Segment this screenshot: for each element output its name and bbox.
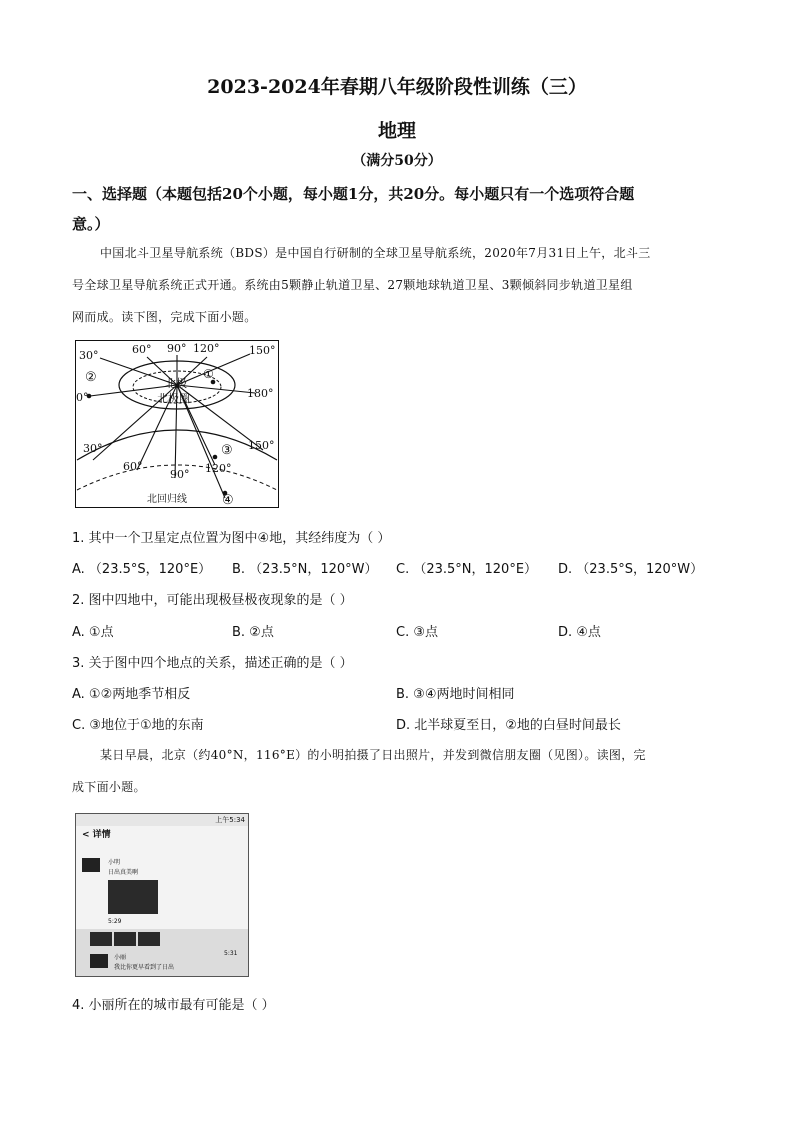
q1-option-d[interactable]: D. （23.5°S，120°W） (558, 562, 704, 577)
q3-option-a[interactable]: A. ①②两地季节相反 (72, 687, 191, 702)
question-2-stem: 2. 图中四地中，可能出现极昼极夜现象的是（ ） (72, 593, 353, 608)
post1-time: 5:29 (108, 918, 122, 925)
q3-option-c[interactable]: C. ③地位于①地的东南 (72, 718, 204, 733)
label-point-2: ② (85, 370, 97, 385)
intro1-line1: 中国北斗卫星导航系统（BDS）是中国自行研制的全球卫星导航系统，2020年7月31日上午，北斗三 (100, 246, 651, 260)
phone-header: < 详情 (82, 830, 111, 840)
q2-option-b[interactable]: B. ②点 (232, 625, 274, 640)
wechat-moments-screenshot (75, 813, 249, 977)
label-0: 0° (76, 391, 89, 404)
page-title: 2023-2024年春期八年级阶段性训练（三） (207, 76, 587, 98)
point-3-marker (213, 455, 218, 460)
user1-post: 日出真美啊 (108, 869, 139, 876)
thumb-1 (90, 932, 112, 946)
label-tropic: 北回归线 (147, 494, 187, 505)
label-120-bottom: 120° (205, 462, 232, 475)
arctic-map-figure (75, 340, 279, 508)
post2-time: 5:31 (224, 950, 238, 957)
full-score: （满分50分） (352, 153, 442, 169)
question-3-stem: 3. 关于图中四个地点的关系，描述正确的是（ ） (72, 656, 353, 671)
phone-status-bar: 上午5:34 (76, 814, 248, 826)
question-1-stem: 1. 其中一个卫星定点位置为图中④地，其经纬度为（ ） (72, 531, 391, 546)
label-60-top: 60° (132, 343, 152, 356)
thumb-3 (138, 932, 160, 946)
label-90-bottom: 90° (170, 468, 190, 481)
q3-option-b[interactable]: B. ③④两地时间相同 (396, 687, 515, 702)
q1-option-b[interactable]: B. （23.5°N，120°W） (232, 562, 378, 577)
section-heading-line1: 一、选择题（本题包括20个小题，每小题1分，共20分。每小题只有一个选项符合题 (72, 185, 635, 203)
intro2-line1: 某日早晨，北京（约40°N，116°E）的小明拍摄了日出照片，并发到微信朋友圈（见图）。读图，完 (100, 748, 646, 762)
label-150-top: 150° (249, 344, 276, 357)
label-point-4: ④ (222, 493, 234, 508)
sunrise-photo (108, 880, 158, 914)
q2-option-d[interactable]: D. ④点 (558, 625, 601, 640)
q1-option-a[interactable]: A. （23.5°S，120°E） (72, 562, 212, 577)
label-point-3: ③ (221, 443, 233, 458)
label-arctic-circle: 北极圈 (157, 392, 190, 405)
label-90-top: 90° (167, 342, 187, 355)
user1-name: 小明 (108, 859, 121, 866)
q2-option-c[interactable]: C. ③点 (396, 625, 438, 640)
section-heading-line2: 意。） (72, 215, 110, 233)
label-180: 180° (247, 387, 274, 400)
label-30-top: 30° (79, 349, 99, 362)
avatar (90, 954, 108, 968)
q3-option-d[interactable]: D. 北半球夏至日，②地的白昼时间最长 (396, 718, 621, 733)
subject-title: 地理 (377, 120, 416, 142)
label-30-bottom: 30° (83, 442, 103, 455)
label-point-1: ① (203, 367, 214, 381)
label-150-bottom: 150° (248, 439, 275, 452)
intro1-line2: 号全球卫星导航系统正式开通。系统由5颗静止轨道卫星、27颗地球轨道卫星、3颗倾斜同步轨道卫星组 (72, 278, 633, 292)
intro2-line2: 成下面小题。 (72, 780, 146, 794)
user2-post: 我比你更早看到了日出 (114, 964, 175, 971)
label-north-pole: 北极 (165, 377, 187, 390)
question-4-stem: 4. 小丽所在的城市最有可能是（ ） (72, 998, 275, 1013)
q1-option-c[interactable]: C. （23.5°N，120°E） (396, 562, 538, 577)
avatar (82, 858, 100, 872)
label-60-bottom: 60° (123, 460, 143, 473)
q2-option-a[interactable]: A. ①点 (72, 625, 114, 640)
user2-name: 小丽 (114, 954, 127, 961)
thumb-2 (114, 932, 136, 946)
intro1-line3: 网而成。读下图，完成下面小题。 (72, 310, 257, 324)
label-120-top: 120° (193, 342, 220, 355)
